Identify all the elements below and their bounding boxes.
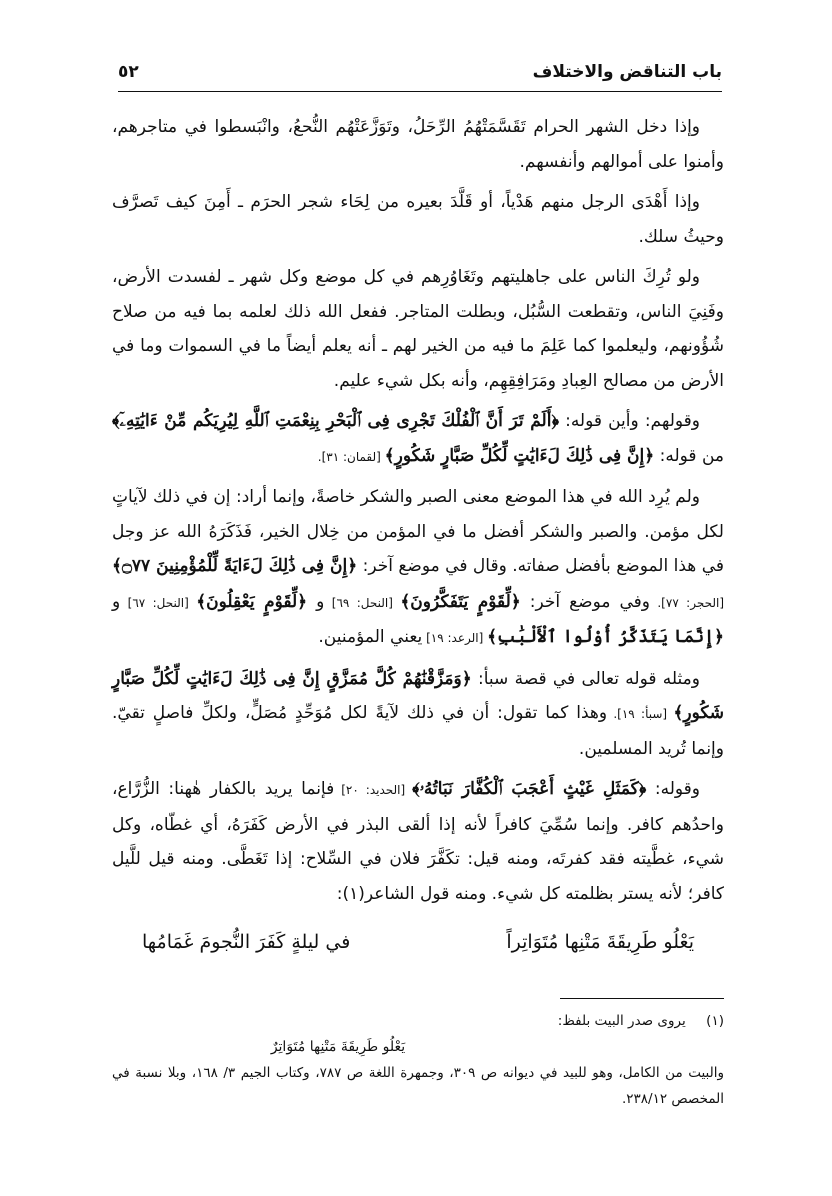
quran-quote: ﴿إِنَّمَا يَتَذَكَّرُ أُوْلُوا ٱلْأَلْبَٰبِ﴾	[487, 627, 724, 647]
paragraph	[112, 110, 724, 179]
paragraph-text: و	[112, 591, 121, 612]
poem-second-hemistich: في ليلةٍ كَفَرَ النُّجومَ غَمَامُها	[142, 931, 351, 953]
paragraph	[112, 185, 724, 254]
paragraph-text: وهذا كما تقول: أن في ذلك لآيةً لكل مُوَحِّدٍ مُصَلٍّ، ولكلِّ فاصلٍ تقيّ. وإنما تُريد المسلمين.	[112, 703, 724, 759]
paragraph-text: ولم يُرِد الله في هذا الموضع معنى الصبر والشكر خاصةً، وإنما أراد: إن في ذلك لآياتٍ لكل مؤمن. والصبر والشكر أفضل ما في المؤمن من خِلال الخير، فَذَكَرَهُ الله عز وجل في هذا الموضع بأفضل صفاته. وقال في موضع آخر:	[112, 487, 724, 576]
paragraph-list	[112, 110, 724, 911]
paragraph-text: ولو تُرِكَ الناس على جاهليتهم وتَغَاوُرِهم في كل موضع وكل شهر ـ لفسدت الأرض، وفَنِيَ الناس، وتقطعت السُّبُل، وبطلت المتاجر. ففعل الله ذلك لعلمه بما فيه من صلاح شُؤُونهم، وليعلموا كما عَلِمَ ما فيه من الخير لهم ـ أنه يعلم أيضاً ما في السموات وما في الأرض من مصالح العِبادِ ومَرَافِقِهِم، وأنه بكل شيء عليم.	[112, 267, 724, 391]
paragraph	[112, 260, 724, 398]
poem-verse	[112, 917, 724, 953]
main-text	[112, 110, 724, 953]
paragraph	[112, 480, 724, 656]
paragraph-text: وإذا دخل الشهر الحرام تَقَسَّمَتْهُمُ الرِّحَلُ، وتَوَزَّعَتْهُم النُّحعُ، وانْبَسطوا في متاجرهم، وأمنوا على أموالهم وأنفسهم.	[112, 117, 724, 172]
paragraph-text: من قوله:	[654, 445, 724, 466]
quran-quote: ﴿لِّقَوْمٍ يَعْقِلُونَ﴾	[196, 591, 308, 612]
paragraph-text: و	[307, 591, 325, 612]
verse-reference: [الحجر: ٧٧].	[649, 595, 724, 610]
paragraph	[112, 772, 724, 911]
page-header	[118, 58, 722, 92]
paragraph	[112, 404, 724, 474]
paragraph-text: يعني المؤمنين.	[318, 627, 423, 647]
verse-reference: [النحل: ٦٧]	[120, 595, 197, 610]
footnote-marker: (١)	[706, 1013, 724, 1029]
quran-quote: ﴿إِنَّ فِى ذَٰلِكَ لَءَايَٰتٍ لِّكُلِّ صَبَّارٍ شَكُورٍ﴾	[384, 445, 655, 466]
verse-reference: [الرعد: ١٩]	[422, 631, 488, 645]
quran-quote: ﴿وَمَزَّقْنَٰهُمْ كُلَّ مُمَزَّقٍ إِنَّ فِى ذَٰلِكَ لَءَايَٰتٍ لِّكُلِّ صَبَّارٍ شَكُورٍ﴾	[112, 668, 725, 723]
verse-reference: [الحديد: ٢٠]	[334, 783, 413, 797]
poem-first-hemistich: يَعْلُو طَرِيقَةَ مَتْنِها مُتَوَاتِراً	[506, 931, 694, 953]
paragraph	[112, 662, 724, 767]
paragraph-text: وقوله:	[646, 779, 701, 799]
page-number: ٥٢	[118, 62, 139, 82]
footnote-source: والبيت من الكامل، وهو للبيد في ديوانه ص ٣٠٩، وجمهرة اللغة ص ٧٨٧، وكتاب الجيم ٣/ ١٦٨، وبلا نسبة في المخصص ٢٣٨/١٢.	[112, 1065, 724, 1107]
quran-quote: ﴿إِنَّ فِى ذَٰلِكَ لَءَايَةً لِّلْمُؤْمِنِينَ ۝٧٧﴾	[112, 556, 358, 576]
paragraph-text: وقولهم: وأين قوله:	[558, 411, 701, 431]
paragraph-text: وفي موضع آخر:	[520, 591, 650, 612]
footnote-intro: يروى صدر البيت بلفظ:	[557, 1013, 686, 1029]
footnote-verse: يَعْلُو طَرِيقَةَ مَتْنِها مُتَوَاتِرٌ	[270, 1039, 406, 1055]
header-rule	[118, 91, 722, 92]
paragraph-text: ومثله قوله تعالى في قصة سبأ:	[471, 668, 700, 689]
quran-quote: ﴿أَلَمْ تَرَ أَنَّ ٱلْفُلْكَ تَجْرِى فِى ٱلْبَحْرِ بِنِعْمَتِ ٱللَّهِ لِيُرِيَكُم مِّنْ ءَايَٰتِهِۦٓ﴾	[112, 411, 559, 431]
running-title: باب التناقض والاختلاف	[532, 62, 722, 82]
footnote-1	[112, 1008, 724, 1034]
quran-quote: ﴿لِّقَوْمٍ يَتَفَكَّرُونَ﴾	[400, 591, 521, 612]
verse-reference: [النحل: ٦٩]	[324, 595, 401, 610]
verse-reference: [سبأ: ١٩].	[607, 707, 674, 721]
paragraph-text: فإنما يريد بالكفار هٰهنا: الزُّرَّاع، واحدُهم كافر. وإنما سُمِّيَ كافراً لأنه إذا ألقى البذر في الأرض كَفَرَهُ، أي غطّاه، وكل شيء، غطَّيته فقد كفرتَه، ومنه قيل: تكَفَّرَ فلان في السِّلاح: إذا تَغَطَّى. ومنه قيل للَّيل كافر؛ لأنه يستر بظلمته كل شيء. ومنه قول الشاعر(١):	[112, 779, 724, 904]
verse-reference: [لقمان: ٣١].	[317, 449, 385, 464]
footnote-rule	[560, 998, 724, 999]
footnotes	[112, 1008, 724, 1112]
quran-quote: ﴿كَمَثَلِ غَيْثٍ أَعْجَبَ ٱلْكُفَّارَ نَبَاتُهُۥ﴾	[412, 779, 647, 799]
paragraph-text: وإذا أَهْدَى الرجل منهم هَدْياً، أو قَلَّدَ بعيره من لِحَاء شجر الحرَم ـ أَمِنَ كيف تَصرَّف وحيثُ سلك.	[112, 192, 724, 247]
